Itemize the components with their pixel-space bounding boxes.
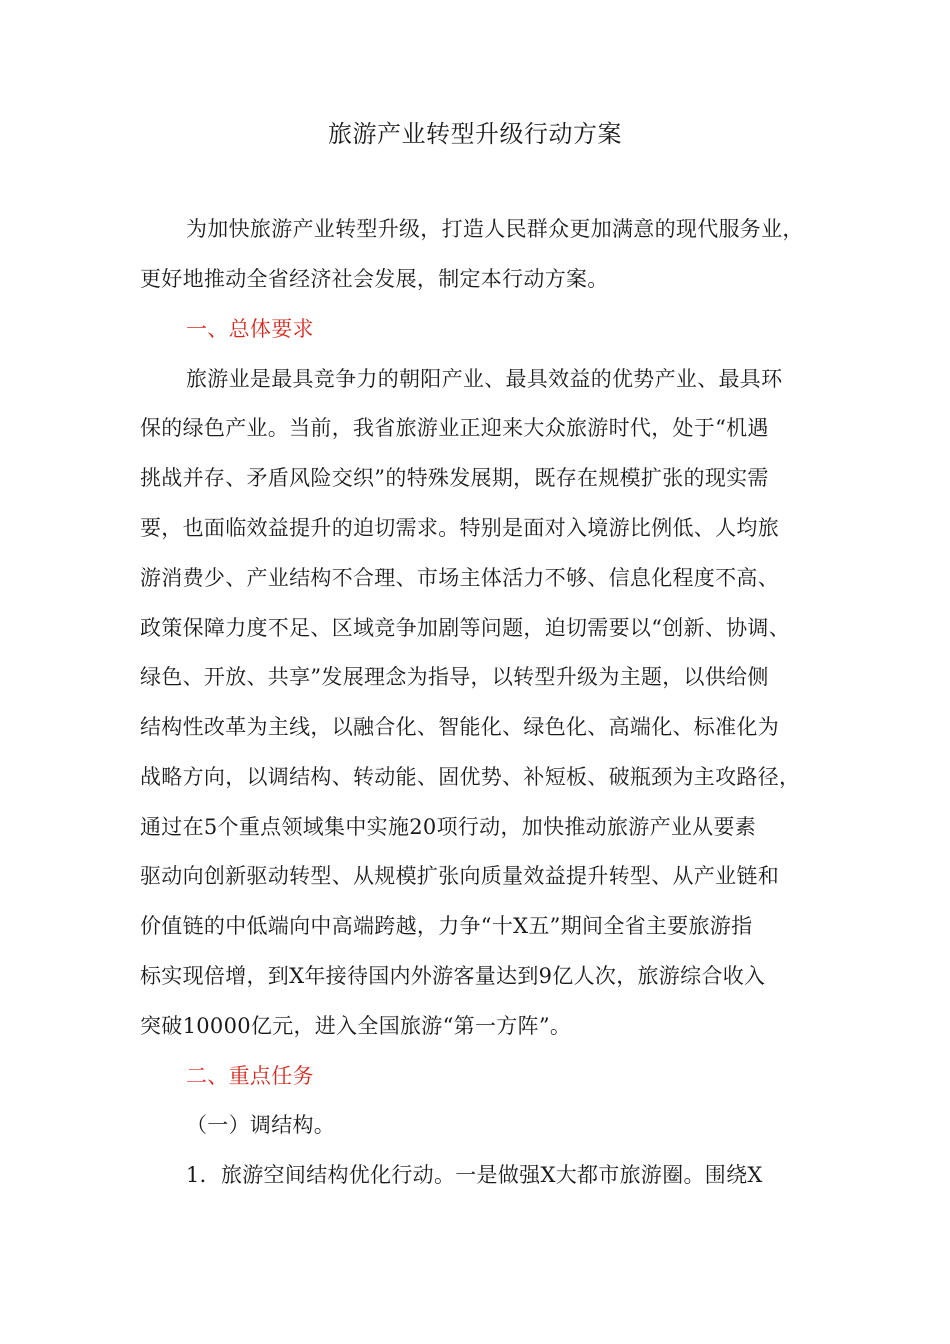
paragraph-line: 标实现倍增，到X年接待国内外游客量达到9亿人次，旅游综合收入 — [140, 964, 766, 988]
paragraph-line: 要，也面临效益提升的迫切需求。特别是面对入境游比例低、人均旅 — [140, 516, 779, 540]
paragraph-line: 游消费少、产业结构不合理、市场主体活力不够、信息化程度不高、 — [140, 566, 779, 590]
paragraph-line: 通过在5个重点领域集中实施20项行动，加快推动旅游产业从要素 — [140, 815, 757, 839]
section-heading-key-tasks: 二、重点任务 — [186, 1064, 314, 1088]
paragraph-line: 更好地推动全省经济社会发展，制定本行动方案。 — [140, 267, 609, 291]
paragraph-line: 价值链的中低端向中高端跨越，力争“十X五”期间全省主要旅游指 — [140, 914, 753, 938]
paragraph-line: 驱动向创新驱动转型、从规模扩张向质量效益提升转型、从产业链和 — [140, 864, 779, 888]
paragraph-line: 1．旅游空间结构优化行动。一是做强X大都市旅游圈。围绕X — [186, 1163, 763, 1187]
document-title: 旅游产业转型升级行动方案 — [328, 120, 622, 148]
paragraph-line: 绿色、开放、共享”发展理念为指导，以转型升级为主题，以供给侧 — [140, 665, 769, 689]
section-heading-general-requirements: 一、总体要求 — [186, 317, 314, 341]
paragraph-line: 政策保障力度不足、区域竞争加剧等问题，迫切需要以“创新、协调、 — [140, 616, 791, 640]
paragraph-line: 挑战并存、矛盾风险交织”的特殊发展期，既存在规模扩张的现实需 — [140, 466, 769, 490]
paragraph-line: 突破10000亿元，进入全国旅游“第一方阵”。 — [140, 1014, 572, 1038]
paragraph-line: 为加快旅游产业转型升级，打造人民群众更加满意的现代服务业， — [186, 217, 804, 241]
paragraph-line: 保的绿色产业。当前，我省旅游业正迎来大众旅游时代，处于“机遇 — [140, 416, 769, 440]
paragraph-line: 旅游业是最具竞争力的朝阳产业、最具效益的优势产业、最具环 — [186, 367, 783, 391]
paragraph-line: 结构性改革为主线，以融合化、智能化、绿色化、高端化、标准化为 — [140, 715, 779, 739]
subsection-heading: （一）调结构。 — [186, 1113, 336, 1137]
paragraph-line: 战略方向，以调结构、转动能、固优势、补短板、破瓶颈为主攻路径， — [140, 765, 801, 789]
